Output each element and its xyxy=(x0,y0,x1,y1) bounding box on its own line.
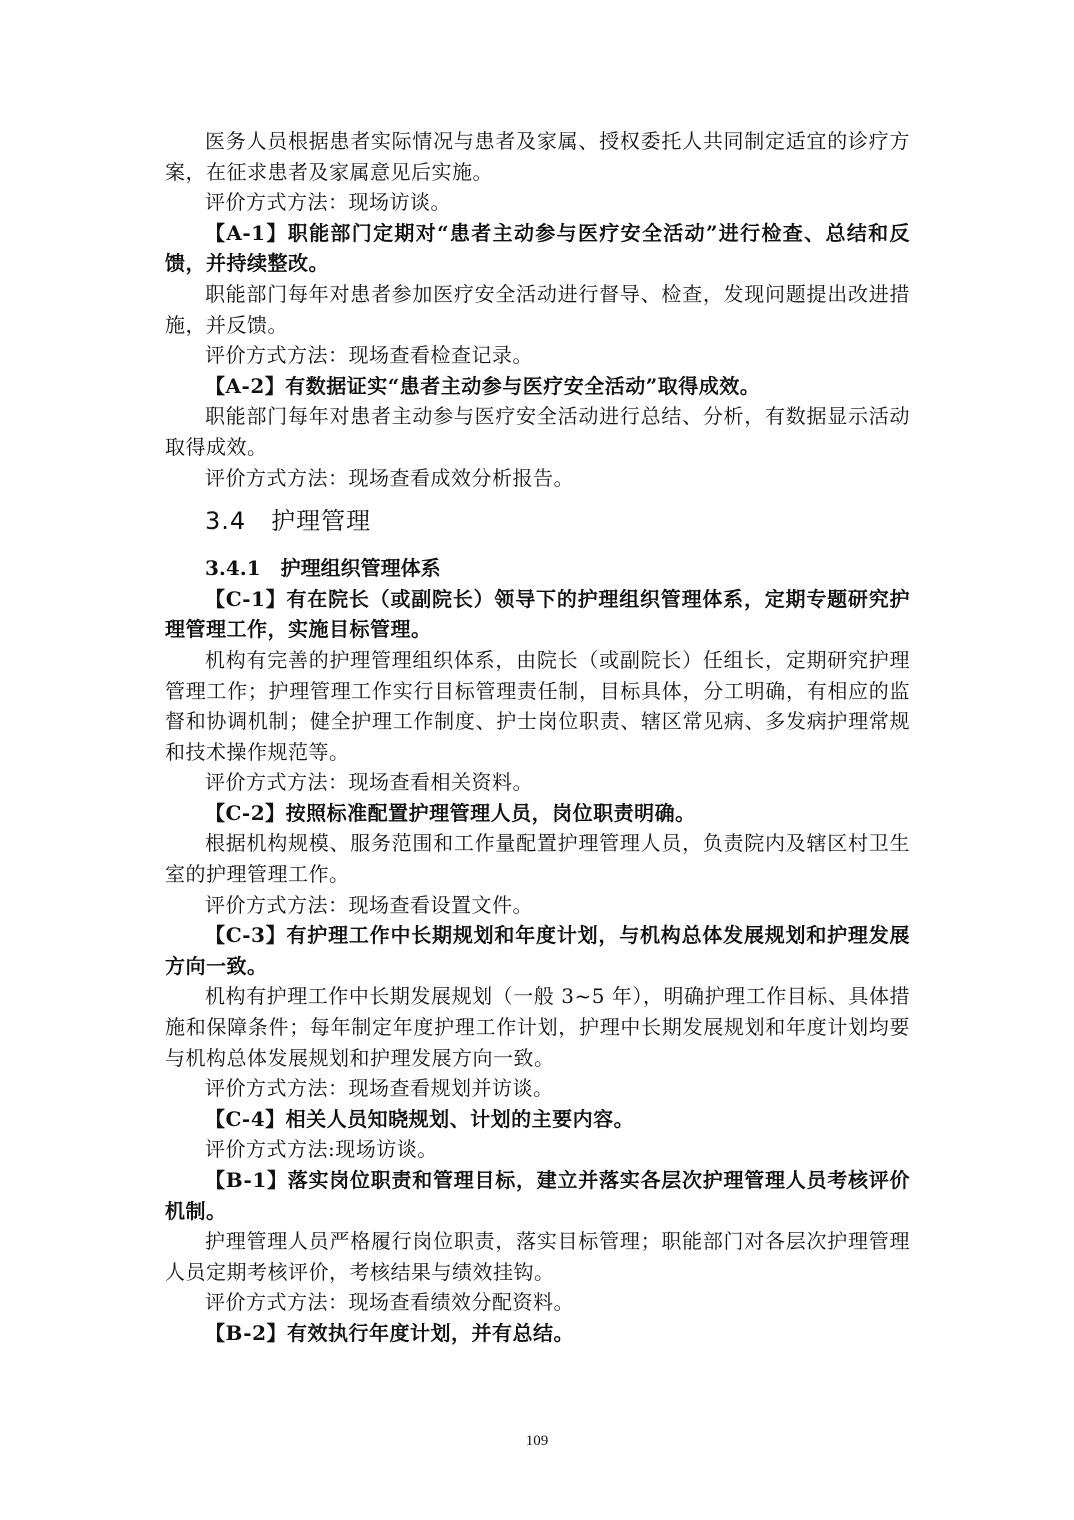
document-body xyxy=(165,126,910,1349)
paragraph: 评价方式方法:现场访谈。 xyxy=(205,1137,438,1162)
paragraph: 评价方式方法：现场查看检查记录。 xyxy=(205,343,533,368)
paragraph: 根据机构规模、服务范围和工作量配置护理管理人员，负责院内及辖区村卫生室的护理管理工作。 xyxy=(165,831,910,887)
paragraph: 职能部门每年对患者主动参与医疗安全活动进行总结、分析，有数据显示活动取得成效。 xyxy=(165,404,910,459)
page-number: 109 xyxy=(525,1433,549,1449)
subsection-heading: 3.4.1 护理组织管理体系 xyxy=(205,556,441,581)
paragraph: 评价方式方法：现场查看相关资料。 xyxy=(205,770,533,795)
paragraph: 评价方式方法：现场访谈。 xyxy=(205,190,451,215)
criterion-heading: 【B-1】落实岗位职责和管理目标，建立并落实各层次护理管理人员考核评价机制。 xyxy=(165,1168,910,1223)
paragraph: 评价方式方法：现场查看规划并访谈。 xyxy=(205,1076,554,1101)
criterion-heading: 【C-3】有护理工作中长期规划和年度计划，与机构总体发展规划和护理发展方向一致。 xyxy=(165,923,910,978)
paragraph: 医务人员根据患者实际情况与患者及家属、授权委托人共同制定适宜的诊疗方案，在征求患者及家属意见后实施。 xyxy=(165,129,910,184)
paragraph: 机构有完善的护理管理组织体系，由院长（或副院长）任组长，定期研究护理管理工作；护理管理工作实行目标管理责任制，目标具体，分工明确，有相应的监督和协调机制；健全护理工作制度、护士岗位职责、辖区常见病、多发病护理常规和技术操作规范等。 xyxy=(165,647,910,764)
criterion-heading: 【C-1】有在院长（或副院长）领导下的护理组织管理体系，定期专题研究护理管理工作，实施目标管理。 xyxy=(165,586,910,642)
section-heading: 3.4 护理管理 xyxy=(205,507,372,536)
criterion-heading: 【C-4】相关人员知晓规划、计划的主要内容。 xyxy=(205,1106,635,1131)
criterion-heading: 【B-2】有效执行年度计划，并有总结。 xyxy=(205,1320,574,1345)
paragraph: 护理管理人员严格履行岗位职责，落实目标管理；职能部门对各层次护理管理人员定期考核评价，考核结果与绩效挂钩。 xyxy=(165,1229,910,1284)
criterion-heading: 【C-2】按照标准配置护理管理人员，岗位职责明确。 xyxy=(205,800,696,825)
criterion-heading: 【A-1】职能部门定期对“患者主动参与医疗安全活动”进行检查、总结和反馈，并持续整改。 xyxy=(165,220,910,276)
paragraph: 评价方式方法：现场查看成效分析报告。 xyxy=(205,465,574,490)
paragraph: 评价方式方法：现场查看绩效分配资料。 xyxy=(205,1290,574,1315)
paragraph: 评价方式方法：现场查看设置文件。 xyxy=(205,892,533,917)
criterion-heading: 【A-2】有数据证实“患者主动参与医疗安全活动”取得成效。 xyxy=(205,373,761,398)
paragraph: 职能部门每年对患者参加医疗安全活动进行督导、检查，发现问题提出改进措施，并反馈。 xyxy=(165,281,910,337)
paragraph: 机构有护理工作中长期发展规划（一般 3~5 年），明确护理工作目标、具体措施和保障条件；每年制定年度护理工作计划，护理中长期发展规划和年度计划均要与机构总体发展规划和护理发展方向一致。 xyxy=(165,984,910,1070)
